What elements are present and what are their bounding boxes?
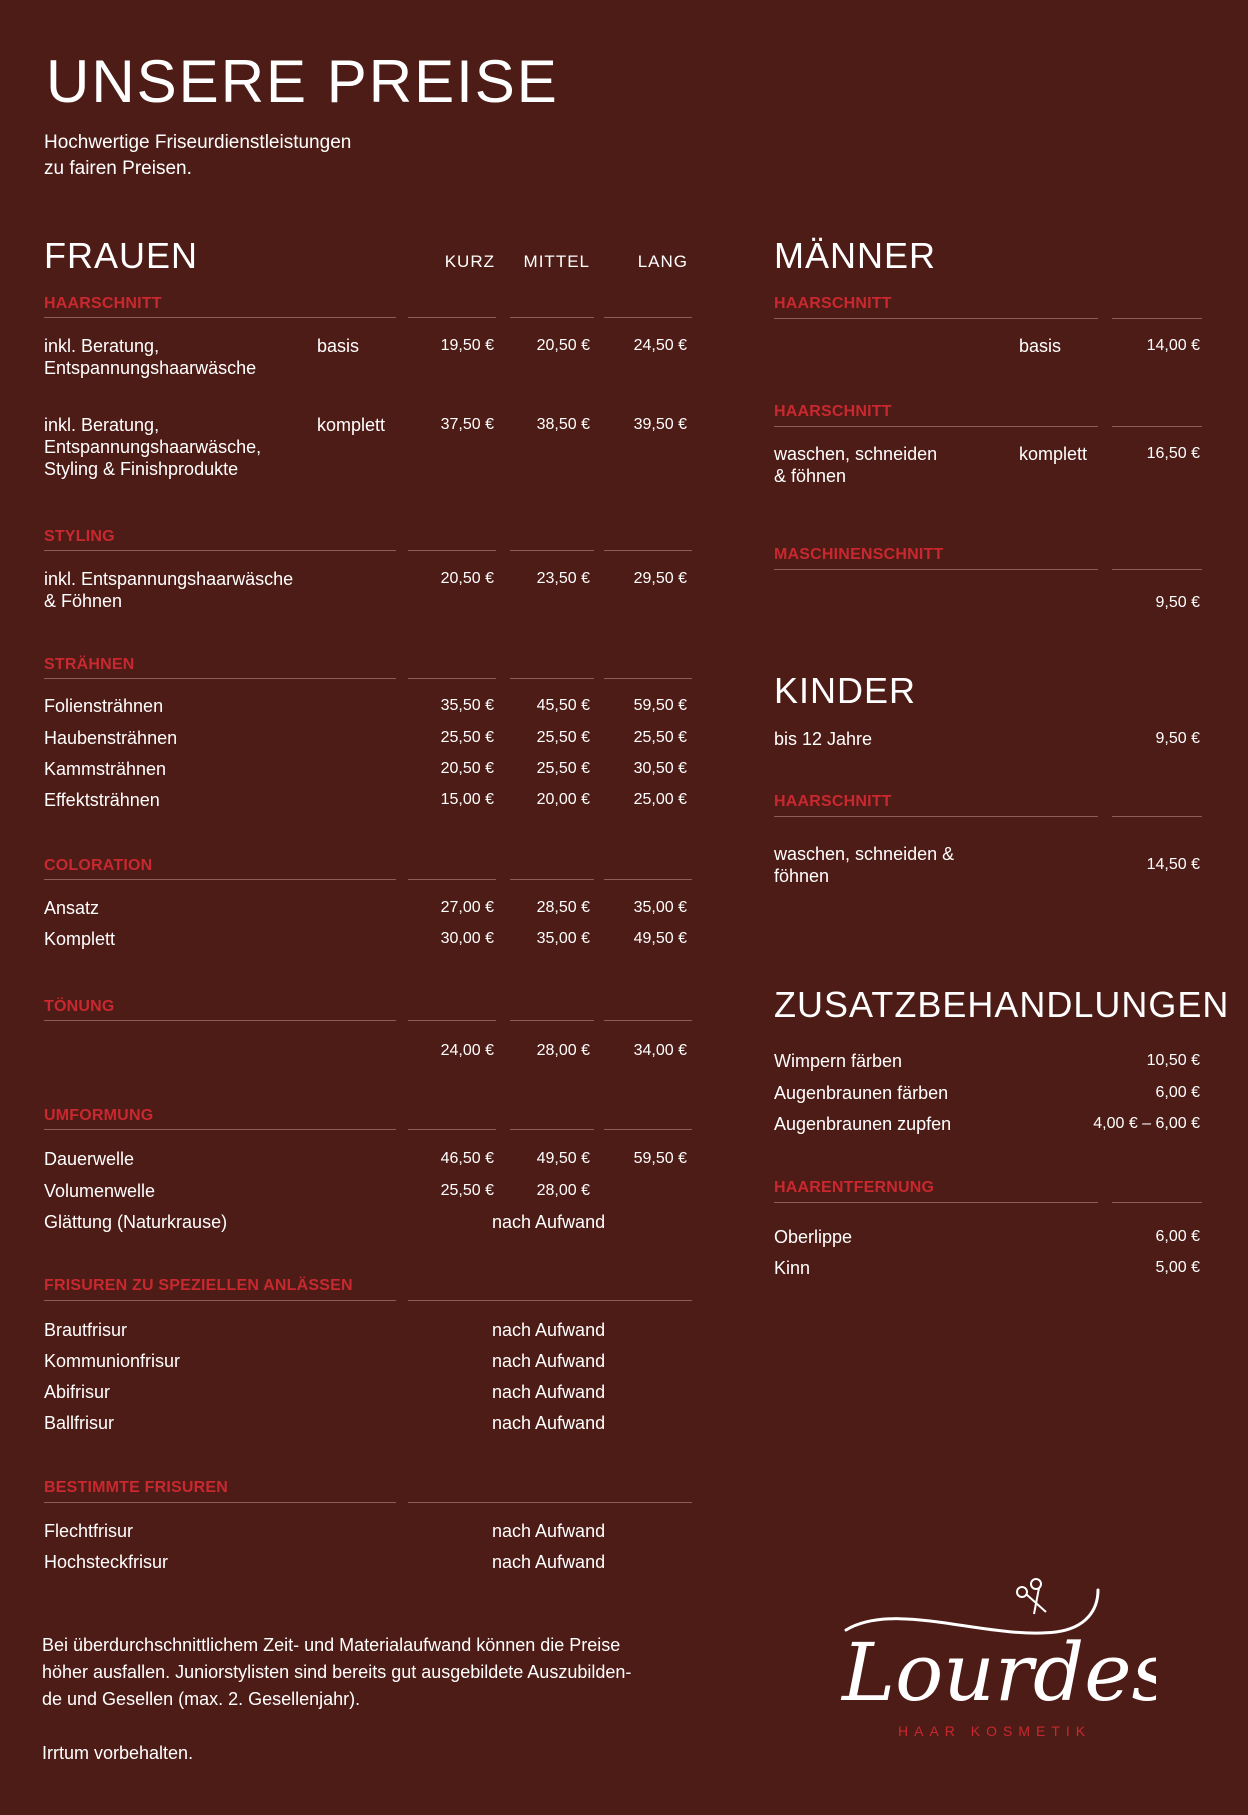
item-name: Ansatz <box>44 898 100 918</box>
price-row-description <box>44 335 256 379</box>
divider <box>44 550 396 551</box>
logo-subtitle: HAAR KOSMETIK <box>898 1723 1092 1739</box>
divider <box>408 1020 496 1021</box>
price: 14,00 € <box>1146 337 1200 354</box>
item-name: Komplett <box>44 929 116 949</box>
subtitle-line: zu fairen Preisen. <box>44 158 192 179</box>
divider <box>774 1202 1098 1203</box>
category-toenung: TÖNUNG <box>44 998 115 1015</box>
divider <box>510 678 594 679</box>
price-tag-basis: basis <box>1019 336 1062 356</box>
divider <box>408 678 496 679</box>
description-line: waschen, schneiden & <box>774 844 955 864</box>
category-coloration: COLORATION <box>44 857 153 874</box>
description-line: inkl. Beratung, <box>44 336 160 356</box>
divider <box>1112 569 1202 570</box>
divider <box>44 1502 396 1503</box>
divider <box>604 317 692 318</box>
price: 10,50 € <box>1146 1052 1200 1069</box>
price-row-description <box>774 843 954 887</box>
divider <box>510 1129 594 1130</box>
price-mittel: 20,00 € <box>536 791 590 808</box>
price-mittel: 28,50 € <box>536 899 590 916</box>
divider <box>44 1020 396 1021</box>
category-maschinenschnitt: MASCHINENSCHNITT <box>774 546 944 563</box>
note-line: höher ausfallen. Juniorstylisten sind bereits gut ausgebildete Auszubilden- <box>42 1662 632 1682</box>
price: 14,50 € <box>1146 856 1200 873</box>
price-row-description <box>774 443 937 487</box>
divider <box>44 1300 396 1301</box>
description-line: Styling & Finishprodukte <box>44 459 239 479</box>
price-kurz: 30,00 € <box>440 930 494 947</box>
category-haarschnitt: HAARSCHNITT <box>44 295 162 312</box>
price-on-request: nach Aufwand <box>492 1552 606 1572</box>
price-kurz: 27,00 € <box>440 899 494 916</box>
divider <box>408 1502 692 1503</box>
price-lang: 39,50 € <box>633 416 687 433</box>
item-name: Kommunionfrisur <box>44 1351 181 1371</box>
divider <box>408 879 496 880</box>
footer-note <box>42 1632 682 1767</box>
price-on-request: nach Aufwand <box>492 1413 606 1433</box>
description-line: & föhnen <box>774 466 847 486</box>
item-name: Haubensträhnen <box>44 728 178 748</box>
divider <box>604 550 692 551</box>
price-kurz: 46,50 € <box>440 1150 494 1167</box>
description-line: inkl. Beratung, <box>44 415 160 435</box>
price-mittel: 25,50 € <box>536 729 590 746</box>
divider <box>44 879 396 880</box>
category-haarentfernung: HAARENTFERNUNG <box>774 1179 935 1196</box>
price-lang: 59,50 € <box>633 697 687 714</box>
price-mittel: 20,50 € <box>536 337 590 354</box>
price-tag-komplett: komplett <box>317 415 386 435</box>
divider <box>408 1129 496 1130</box>
price-mittel: 35,00 € <box>536 930 590 947</box>
description-line: föhnen <box>774 866 830 886</box>
price-lang: 59,50 € <box>633 1150 687 1167</box>
price-mittel: 25,50 € <box>536 760 590 777</box>
scissors-swoosh-icon <box>836 1570 1156 1740</box>
description-line: & Föhnen <box>44 591 123 611</box>
price-kurz: 25,50 € <box>440 729 494 746</box>
price-lang: 49,50 € <box>633 930 687 947</box>
divider <box>44 317 396 318</box>
price-lang: 29,50 € <box>633 570 687 587</box>
price-lang: 24,50 € <box>633 337 687 354</box>
section-title-maenner: MÄNNER <box>774 235 937 276</box>
price-tag-basis: basis <box>317 336 360 356</box>
category-haarschnitt: HAARSCHNITT <box>774 793 892 810</box>
item-name: Flechtfrisur <box>44 1521 134 1541</box>
price-kurz: 20,50 € <box>440 760 494 777</box>
category-haarschnitt: HAARSCHNITT <box>774 295 892 312</box>
category-haarschnitt: HAARSCHNITT <box>774 403 892 420</box>
category-styling: STYLING <box>44 528 115 545</box>
price-mittel: 45,50 € <box>536 697 590 714</box>
brand-logo <box>836 1570 1156 1740</box>
divider <box>774 816 1098 817</box>
disclaimer: Irrtum vorbehalten. <box>42 1743 194 1763</box>
price-lang: 34,00 € <box>633 1042 687 1059</box>
description-line: inkl. Entspannungshaarwäsche <box>44 569 294 589</box>
price-lang: 30,50 € <box>633 760 687 777</box>
section-title-zusatzbehandlungen: ZUSATZBEHANDLUNGEN <box>774 984 1230 1025</box>
item-name: Augenbraunen zupfen <box>774 1114 952 1134</box>
category-umformung: UMFORMUNG <box>44 1107 154 1124</box>
price-mittel: 23,50 € <box>536 570 590 587</box>
item-name: Oberlippe <box>774 1227 853 1247</box>
price-on-request: nach Aufwand <box>492 1212 606 1232</box>
price: 16,50 € <box>1146 445 1200 462</box>
divider <box>510 879 594 880</box>
divider <box>510 550 594 551</box>
price-mittel: 28,00 € <box>536 1182 590 1199</box>
price-tag-komplett: komplett <box>1019 444 1088 464</box>
note-line: de und Gesellen (max. 2. Gesellenjahr). <box>42 1689 361 1709</box>
price-kurz: 20,50 € <box>440 570 494 587</box>
subtitle-line: Hochwertige Friseurdienstleistungen <box>44 132 352 153</box>
price-on-request: nach Aufwand <box>492 1351 606 1371</box>
item-name: Hochsteckfrisur <box>44 1552 169 1572</box>
item-name: Brautfrisur <box>44 1320 128 1340</box>
divider <box>510 1020 594 1021</box>
item-name: Effektsträhnen <box>44 790 160 810</box>
divider <box>774 569 1098 570</box>
item-name: Wimpern färben <box>774 1051 903 1071</box>
price-kurz: 15,00 € <box>440 791 494 808</box>
note-line: Bei überdurchschnittlichem Zeit- und Materialaufwand können die Preise <box>42 1635 621 1655</box>
divider <box>408 1300 692 1301</box>
price-mittel: 38,50 € <box>536 416 590 433</box>
price: 6,00 € <box>1155 1228 1200 1245</box>
price-row-description <box>44 414 261 480</box>
divider <box>604 1020 692 1021</box>
price: 5,00 € <box>1155 1259 1200 1276</box>
category-anlaesse: FRISUREN ZU SPEZIELLEN ANLÄSSEN <box>44 1277 353 1294</box>
price-kurz: 37,50 € <box>440 416 494 433</box>
column-header-lang: LANG <box>637 252 688 271</box>
divider <box>44 1129 396 1130</box>
price: 9,50 € <box>1155 730 1200 747</box>
price: 9,50 € <box>1155 594 1200 611</box>
price-lang: 25,00 € <box>633 791 687 808</box>
divider <box>1112 426 1202 427</box>
divider <box>604 879 692 880</box>
page-subtitle <box>44 130 464 182</box>
divider <box>774 318 1098 319</box>
price-mittel: 28,00 € <box>536 1042 590 1059</box>
price-lang: 35,00 € <box>633 899 687 916</box>
price-row-description <box>44 568 293 612</box>
description-line: waschen, schneiden <box>774 444 938 464</box>
divider <box>408 550 496 551</box>
description-line: Entspannungshaarwäsche, <box>44 437 262 457</box>
price-on-request: nach Aufwand <box>492 1382 606 1402</box>
divider <box>44 678 396 679</box>
item-name: Volumenwelle <box>44 1181 156 1201</box>
item-name: Ballfrisur <box>44 1413 115 1433</box>
price-kurz: 35,50 € <box>440 697 494 714</box>
price: 4,00 € – 6,00 € <box>1093 1115 1200 1132</box>
price-kurz: 24,00 € <box>440 1042 494 1059</box>
price: 6,00 € <box>1155 1084 1200 1101</box>
divider <box>1112 318 1202 319</box>
page-title: UNSERE PREISE <box>46 48 559 115</box>
item-name: Kammsträhnen <box>44 759 167 779</box>
divider <box>774 426 1098 427</box>
divider <box>510 317 594 318</box>
item-name: Kinn <box>774 1258 811 1278</box>
divider <box>604 678 692 679</box>
description-line: Entspannungshaarwäsche <box>44 358 257 378</box>
category-straehnen: STRÄHNEN <box>44 656 135 673</box>
price-mittel: 49,50 € <box>536 1150 590 1167</box>
divider <box>604 1129 692 1130</box>
price-on-request: nach Aufwand <box>492 1320 606 1340</box>
section-title-kinder: KINDER <box>774 670 917 711</box>
item-name: Augenbraunen färben <box>774 1083 949 1103</box>
column-header-mittel: MITTEL <box>523 252 590 271</box>
category-bestimmte-frisuren: BESTIMMTE FRISUREN <box>44 1479 229 1496</box>
price-on-request: nach Aufwand <box>492 1521 606 1541</box>
column-header-kurz: KURZ <box>444 252 495 271</box>
divider <box>1112 1202 1202 1203</box>
logo-wordmark: Lourdes <box>842 1626 1156 1719</box>
item-name: Glättung (Naturkrause) <box>44 1212 228 1232</box>
divider <box>408 317 496 318</box>
item-name: Abifrisur <box>44 1382 111 1402</box>
price-lang: 25,50 € <box>633 729 687 746</box>
price-kurz: 19,50 € <box>440 337 494 354</box>
section-title-frauen: FRAUEN <box>44 235 199 276</box>
item-name: Dauerwelle <box>44 1149 135 1169</box>
item-name: Foliensträhnen <box>44 696 164 716</box>
divider <box>1112 816 1202 817</box>
price-kurz: 25,50 € <box>440 1182 494 1199</box>
item-name: bis 12 Jahre <box>774 729 873 749</box>
